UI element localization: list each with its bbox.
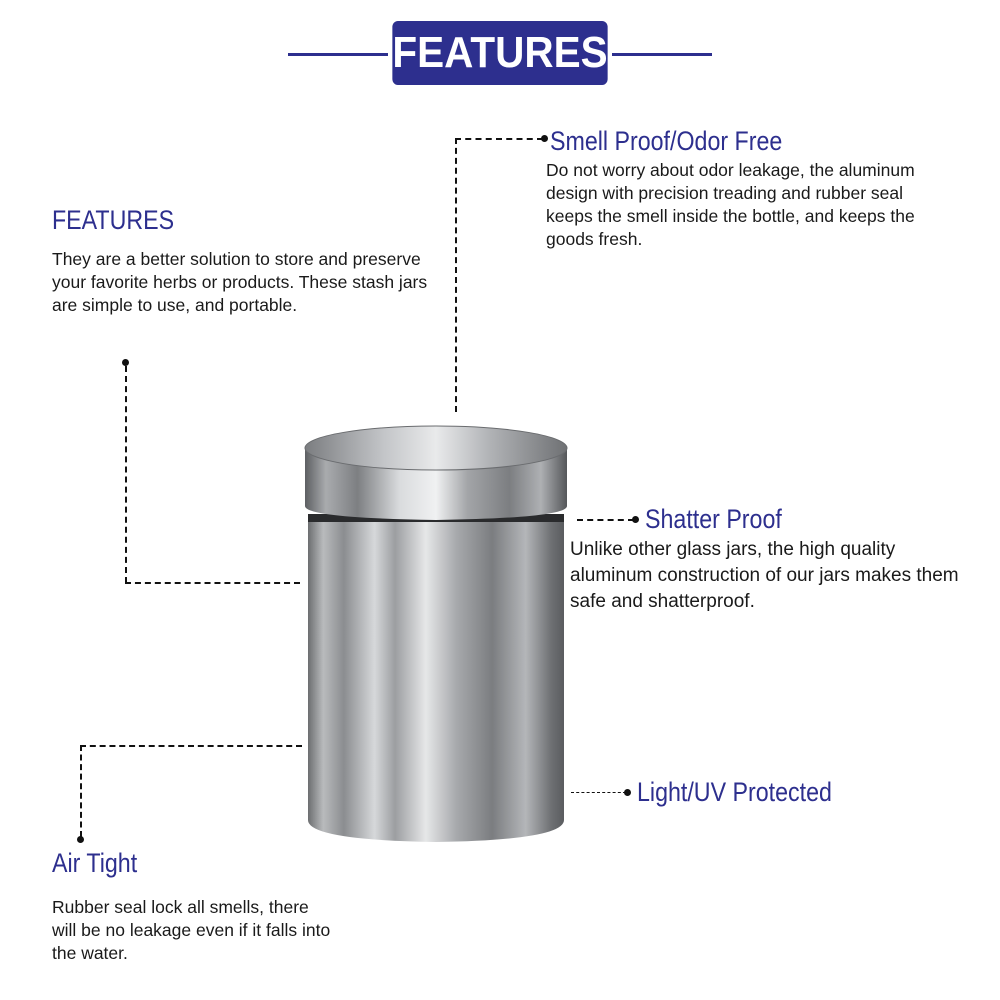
stash-jar-image: [296, 418, 576, 848]
smell-proof-connector-vertical: [455, 138, 457, 412]
page-title: FEATURES: [392, 21, 607, 85]
shatter-proof-heading: Shatter Proof: [645, 504, 782, 534]
smell-proof-connector-horizontal: [455, 138, 543, 140]
smell-proof-connector-dot: [541, 135, 548, 142]
air-tight-text: Rubber seal lock all smells, there will be no leakage even if it falls into the water.: [52, 897, 331, 963]
banner-line-left: [288, 53, 388, 56]
air-tight-connector-dot: [77, 836, 84, 843]
intro-text: They are a better solution to store and preserve your favorite herbs or products. These stash jars are simple to use, and portable.: [52, 249, 428, 315]
shatter-proof-connector-dot: [632, 516, 639, 523]
smell-proof-text: Do not worry about odor leakage, the aluminum design with precision treading and rubber seal keeps the smell inside the bottle, and keeps the goods fresh.: [546, 160, 915, 249]
banner-line-right: [612, 53, 712, 56]
shatter-proof-text: Unlike other glass jars, the high quality aluminum construction of our jars makes them safe and shatterproof.: [570, 539, 959, 612]
intro-connector-vertical: [125, 366, 127, 583]
light-uv-heading: Light/UV Protected: [637, 777, 832, 807]
intro-connector-dot: [122, 359, 129, 366]
air-tight-heading: Air Tight: [52, 848, 138, 878]
shatter-proof-connector: [577, 519, 634, 521]
light-uv-connector-dot: [624, 789, 631, 796]
smell-proof-heading: Smell Proof/Odor Free: [550, 126, 783, 156]
intro-connector-horizontal: [125, 582, 300, 584]
air-tight-connector-vertical: [80, 745, 82, 837]
intro-heading: FEATURES: [52, 205, 175, 235]
light-uv-connector: [571, 792, 626, 793]
air-tight-connector-horizontal: [80, 745, 302, 747]
